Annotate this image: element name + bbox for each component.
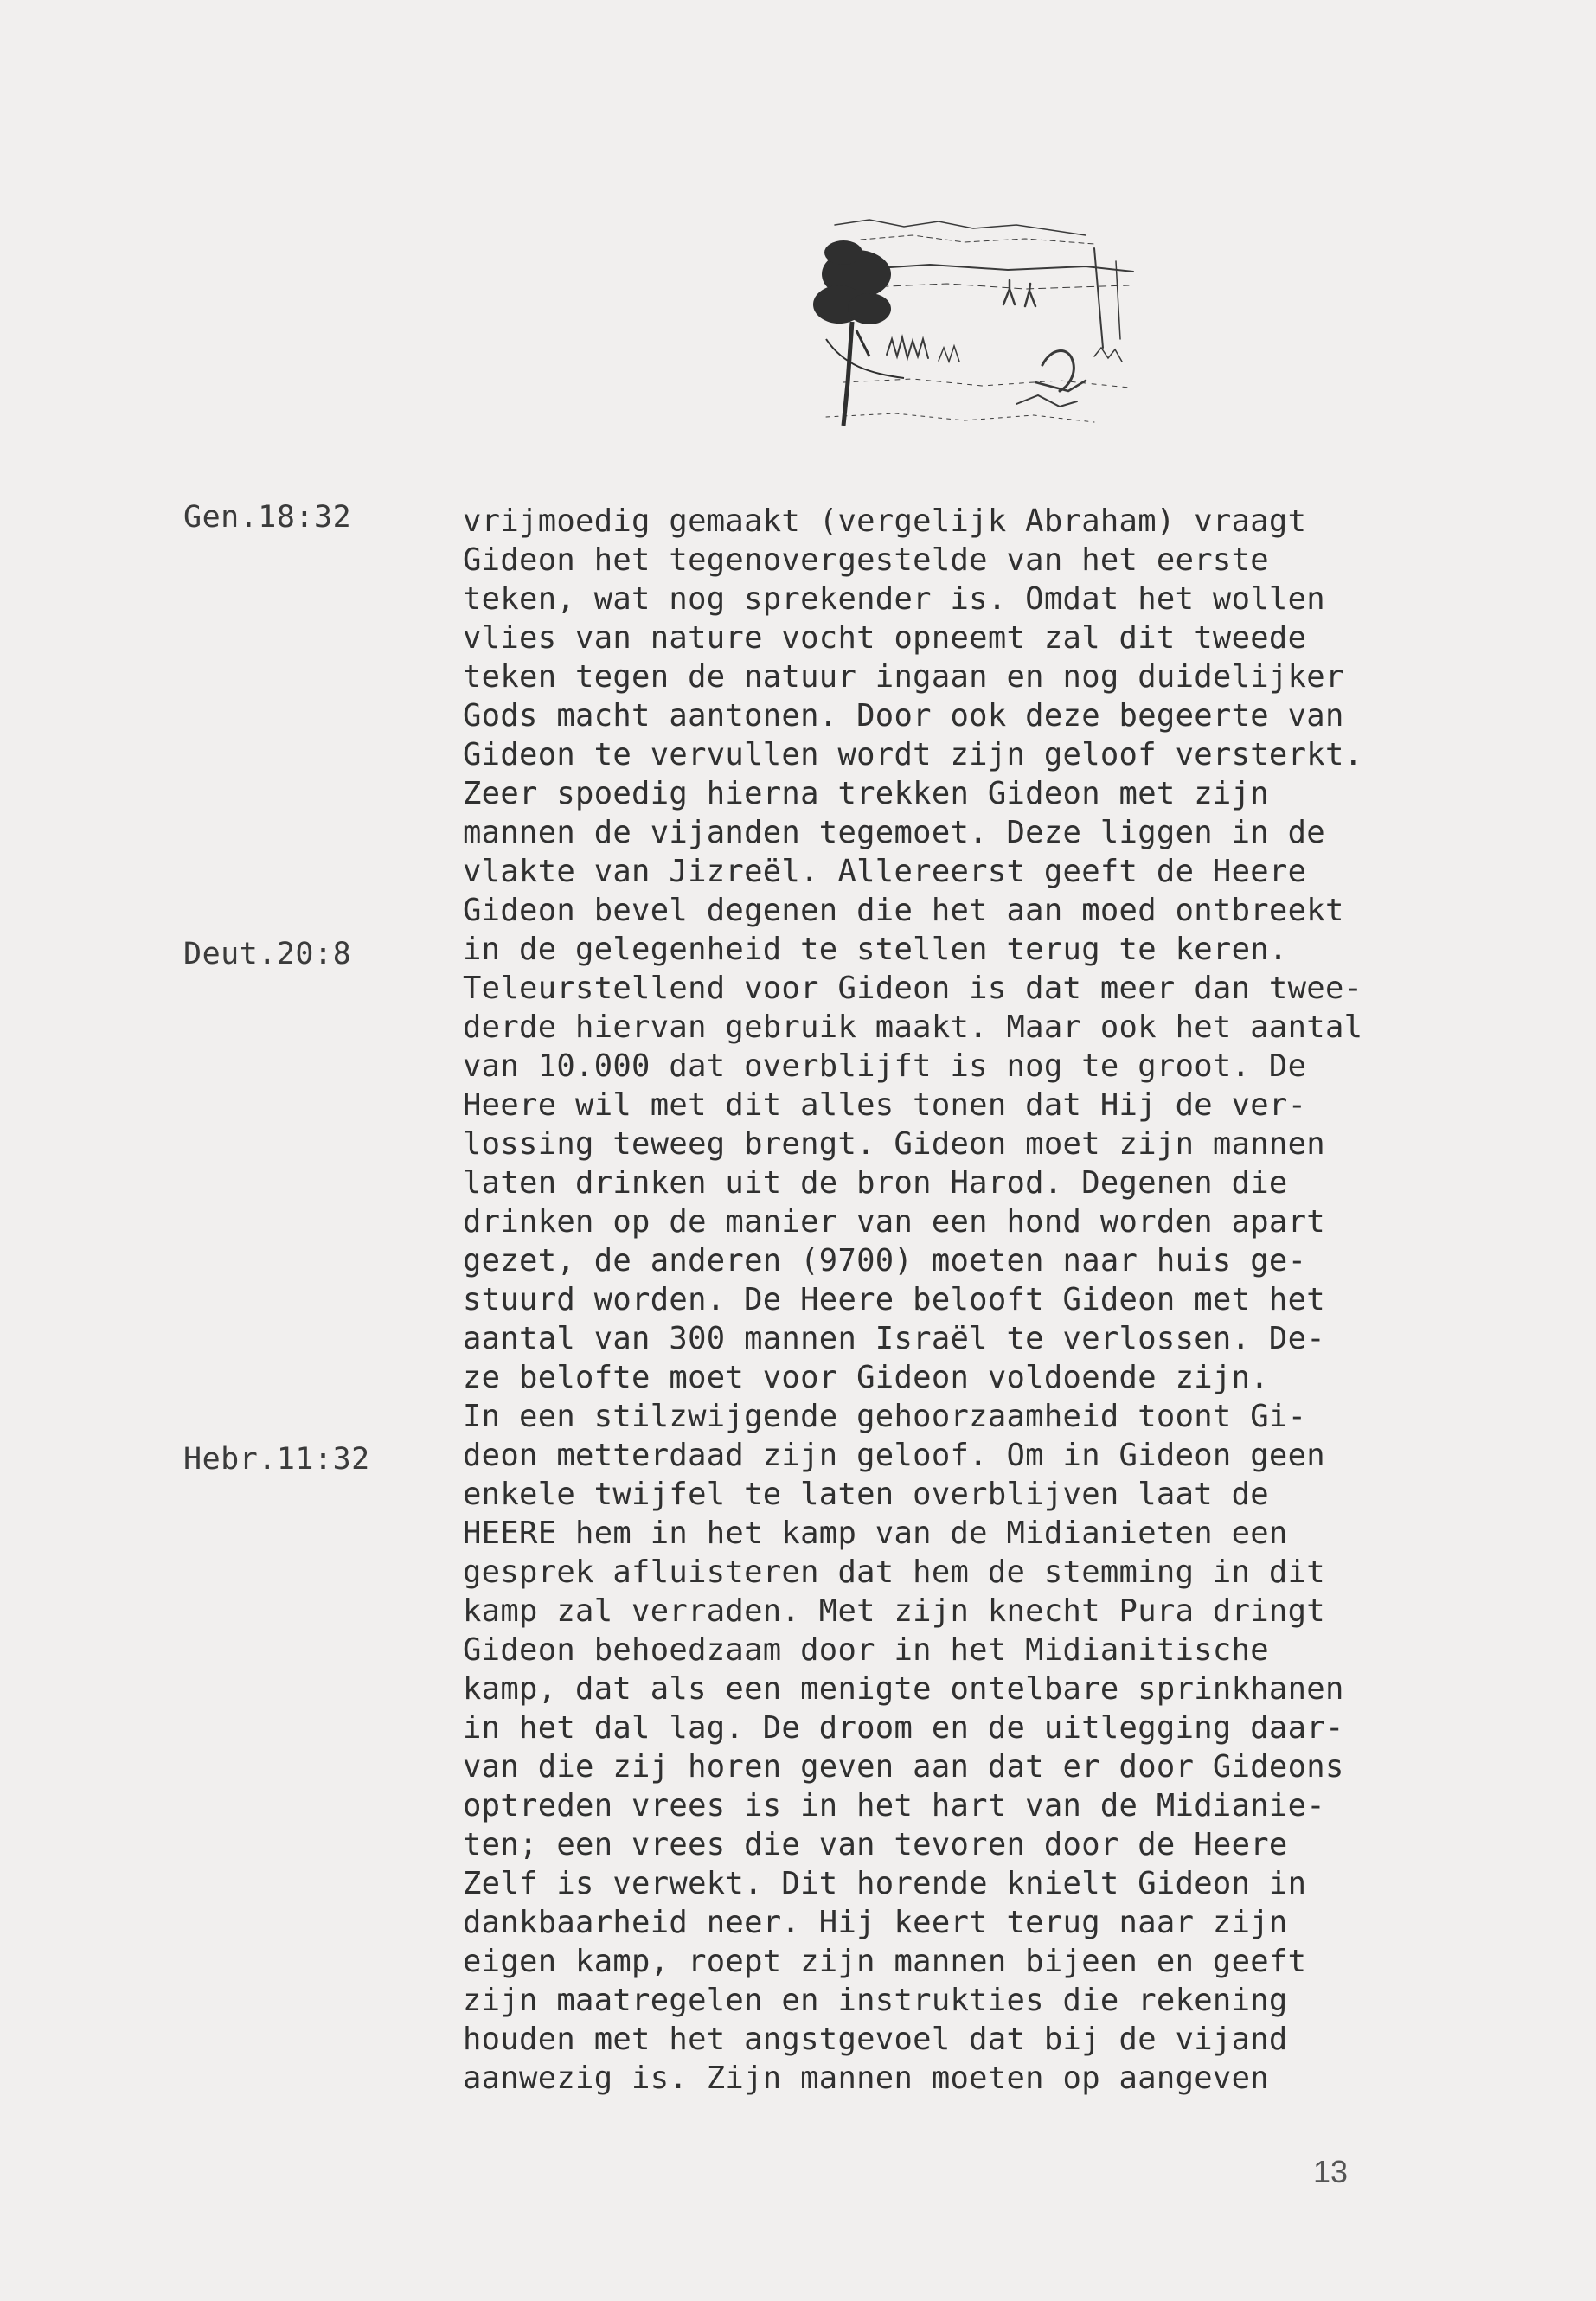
text-line: Zeer spoedig hierna trekken Gideon met zijn [463, 776, 1269, 811]
margin-references [0, 0, 450, 2301]
text-line: ten; een vrees die van tevoren door de Heere [463, 1827, 1288, 1862]
text-line: houden met het angstgevoel dat bij de vijand [463, 2022, 1288, 2057]
text-line: deon metterdaad zijn geloof. Om in Gideon geen [463, 1438, 1325, 1473]
text-line: gesprek afluisteren dat hem de stemming in dit [463, 1554, 1325, 1590]
text-line: teken, wat nog sprekender is. Omdat het wollen [463, 581, 1325, 617]
text-line: stuurd worden. De Heere belooft Gideon met het [463, 1282, 1325, 1317]
text-line: dankbaarheid neer. Hij keert terug naar zijn [463, 1905, 1288, 1940]
text-line: kamp, dat als een menigte ontelbare sprinkhanen [463, 1671, 1344, 1707]
text-line: In een stilzwijgende gehoorzaamheid toont Gi- [463, 1399, 1307, 1434]
page-number: 13 [1313, 2154, 1349, 2189]
text-line: Zelf is verwekt. Dit horende knielt Gideon in [463, 1866, 1307, 1901]
text-line: teken tegen de natuur ingaan en nog duidelijker [463, 659, 1344, 695]
text-line: aantal van 300 mannen Israël te verlossen. De- [463, 1321, 1325, 1356]
text-line: laten drinken uit de bron Harod. Degenen die [463, 1165, 1288, 1201]
text-line: Gideon behoedzaam door in het Midianitische [463, 1632, 1269, 1668]
text-line: Heere wil met dit alles tonen dat Hij de ver- [463, 1087, 1307, 1123]
text-line: HEERE hem in het kamp van de Midianieten een [463, 1516, 1288, 1551]
body-text [463, 502, 1423, 2098]
text-line: Gideon het tegenovergestelde van het eerste [463, 542, 1269, 578]
text-line: lossing teweeg brengt. Gideon moet zijn mannen [463, 1126, 1325, 1162]
text-line: aanwezig is. Zijn mannen moeten op aangeven [463, 2061, 1269, 2096]
text-line: Teleurstellend voor Gideon is dat meer dan twee- [463, 971, 1363, 1006]
margin-reference-gen: Gen.18:32 [183, 500, 352, 535]
text-line: enkele twijfel te laten overblijven laat de [463, 1477, 1269, 1512]
text-line: vlies van nature vocht opneemt zal dit tweede [463, 620, 1307, 656]
text-line: ze belofte moet voor Gideon voldoende zijn. [463, 1360, 1269, 1395]
text-line: optreden vrees is in het hart van de Midianie- [463, 1788, 1325, 1823]
margin-reference-deut: Deut.20:8 [183, 937, 352, 971]
text-line: kamp zal verraden. Met zijn knecht Pura dringt [463, 1593, 1325, 1629]
text-line: drinken op de manier van een hond worden apart [463, 1204, 1325, 1240]
text-line: van die zij horen geven aan dat er door Gideons [463, 1749, 1344, 1785]
text-line: zijn maatregelen en instrukties die rekening [463, 1983, 1288, 2018]
text-line: gezet, de anderen (9700) moeten naar huis ge- [463, 1243, 1307, 1279]
text-line: van 10.000 dat overblijft is nog te groot. De [463, 1048, 1307, 1084]
text-line: derde hiervan gebruik maakt. Maar ook het aantal [463, 1009, 1363, 1045]
text-line: Gideon bevel degenen die het aan moed ontbreekt [463, 893, 1344, 928]
text-line: vrijmoedig gemaakt (vergelijk Abraham) vraagt [463, 503, 1307, 539]
text-line: in het dal lag. De droom en de uitlegging daar- [463, 1710, 1344, 1746]
text-line: mannen de vijanden tegemoet. Deze liggen in de [463, 815, 1325, 850]
text-line: in de gelegenheid te stellen terug te keren. [463, 932, 1288, 967]
text-line: vlakte van Jizreël. Allereerst geeft de Heere [463, 854, 1307, 889]
text-line: eigen kamp, roept zijn mannen bijeen en geeft [463, 1944, 1307, 1979]
text-line: Gideon te vervullen wordt zijn geloof versterkt. [463, 737, 1363, 772]
landscape-sketch-illustration [809, 209, 1155, 434]
text-line: Gods macht aantonen. Door ook deze begeerte van [463, 698, 1344, 734]
margin-reference-hebr: Hebr.11:32 [183, 1442, 370, 1477]
